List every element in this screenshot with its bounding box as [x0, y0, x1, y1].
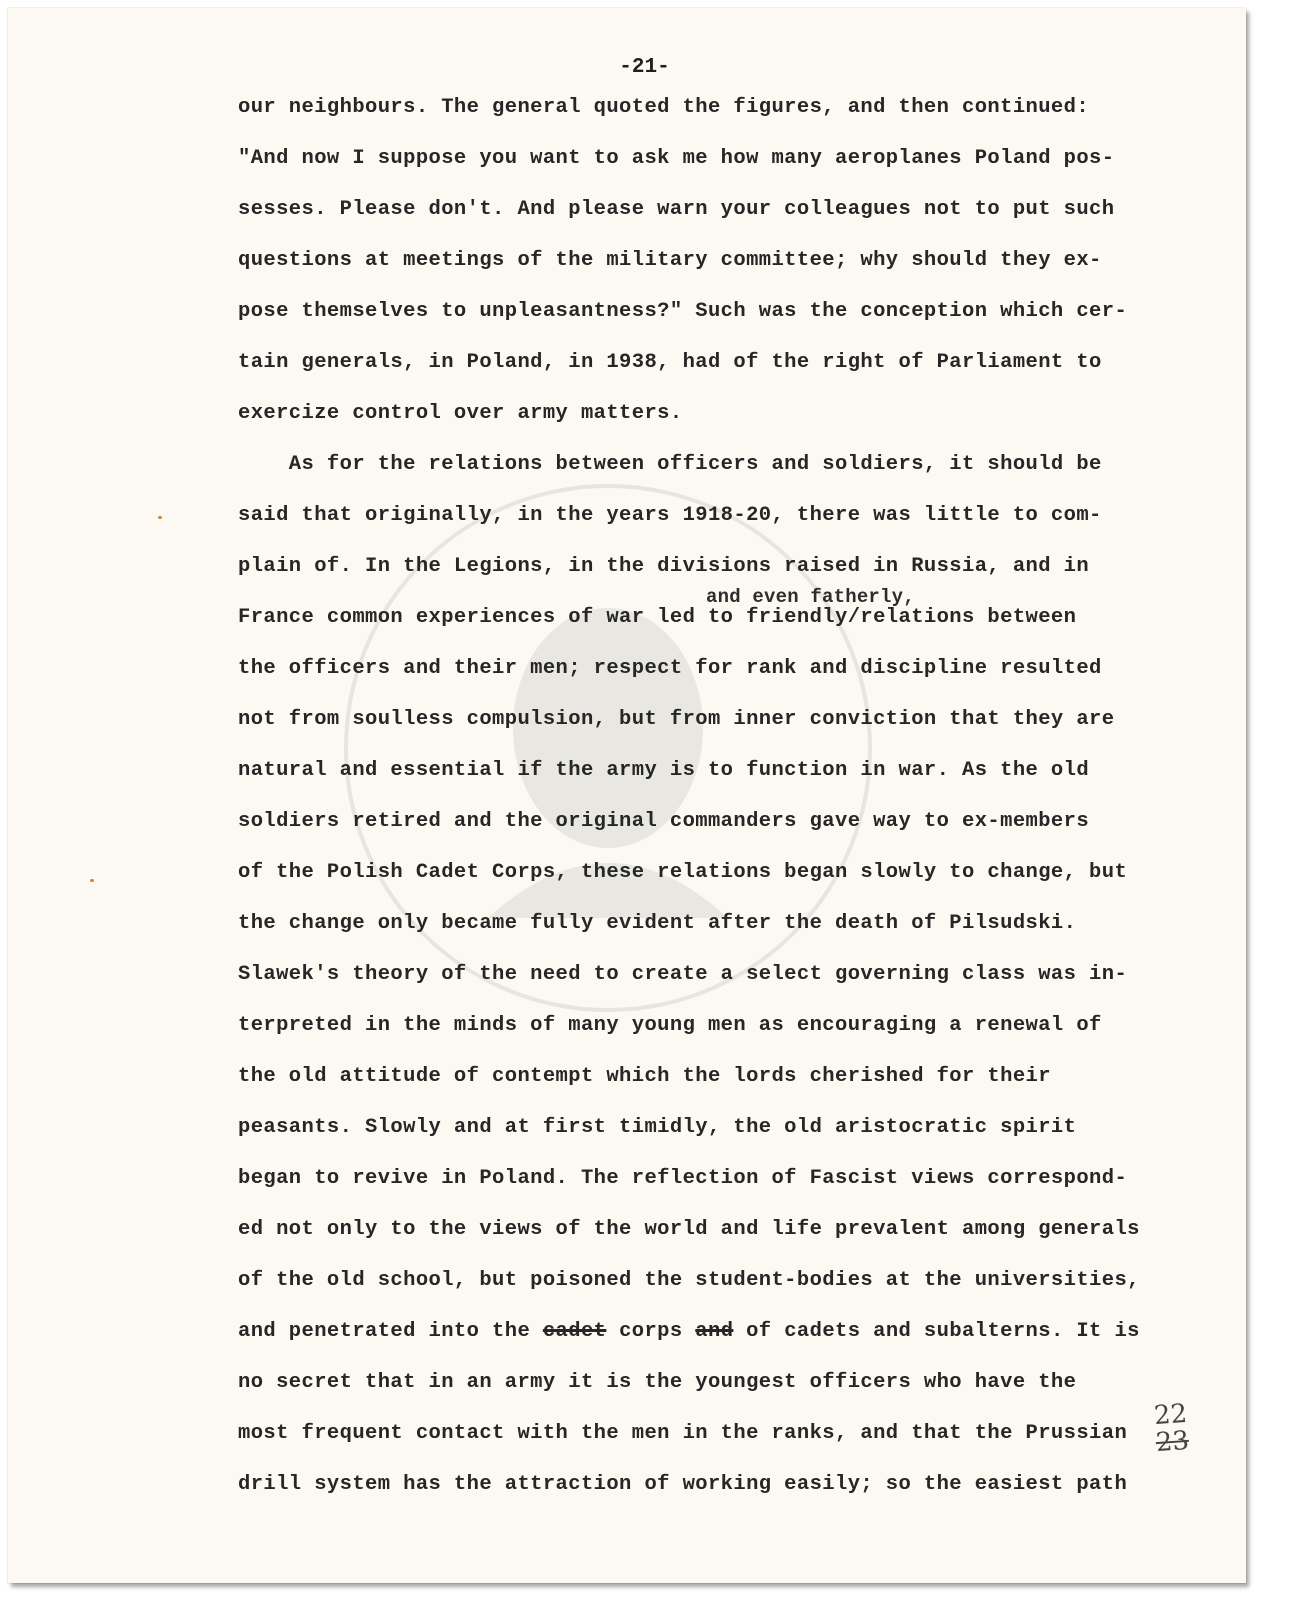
folio-old-struck: 23 — [1154, 1426, 1191, 1459]
text-line: of the old school, but poisoned the student-bodies at the universities, — [238, 1269, 1140, 1292]
folio-current: 22 — [1152, 1398, 1189, 1432]
text-line: the change only became fully evident after the death of Pilsudski. — [238, 912, 1077, 935]
text-line: sesses. Please don't. And please warn your colleagues not to put such — [238, 198, 1115, 221]
text-line: "And now I suppose you want to ask me how many aeroplanes Poland pos- — [238, 147, 1115, 170]
text-line: peasants. Slowly and at first timidly, the old aristocratic spirit — [238, 1116, 1077, 1139]
text-line: exercize control over army matters. — [238, 402, 683, 425]
typescript-body — [238, 82, 1158, 1510]
text-line-with-strikeouts — [238, 1306, 1158, 1357]
text-line-with-insertion — [238, 586, 1158, 643]
text-line: most frequent contact with the men in the ranks, and that the Prussian — [238, 1422, 1128, 1445]
text-segment: and penetrated into the — [238, 1320, 543, 1343]
interlinear-insertion: and even fatherly, — [706, 586, 915, 608]
text-line: began to revive in Poland. The reflection of Fascist views correspond- — [238, 1167, 1128, 1190]
text-segment: corps — [606, 1320, 696, 1343]
text-line: As for the relations between officers and soldiers, it should be — [238, 453, 1102, 476]
paper-speck — [158, 516, 162, 519]
struck-out-word: and — [695, 1320, 734, 1343]
text-line: soldiers retired and the original commanders gave way to ex-members — [238, 810, 1090, 833]
struck-out-word: cadet — [542, 1320, 607, 1343]
text-line: questions at meetings of the military committee; why should they ex- — [238, 249, 1102, 272]
text-line: not from soulless compulsion, but from inner conviction that they are — [238, 708, 1115, 731]
text-line: drill system has the attraction of working easily; so the easiest path — [238, 1473, 1128, 1496]
page-number: -21- — [619, 56, 670, 79]
text-line: no secret that in an army it is the youngest officers who have the — [238, 1371, 1077, 1394]
text-line: plain of. In the Legions, in the divisions raised in Russia, and in — [238, 555, 1090, 578]
text-line: France common experiences of war led to friendly/relations between — [238, 606, 1077, 629]
text-line: natural and essential if the army is to function in war. As the old — [238, 759, 1090, 782]
text-line: tain generals, in Poland, in 1938, had of the right of Parliament to — [238, 351, 1102, 374]
text-line: ed not only to the views of the world and life prevalent among generals — [238, 1218, 1140, 1241]
paper-speck — [90, 879, 94, 882]
text-line: our neighbours. The general quoted the figures, and then continued: — [238, 96, 1090, 119]
text-line: pose themselves to unpleasantness?" Such was the conception which cer- — [238, 300, 1128, 323]
text-line: the old attitude of contempt which the lords cherished for their — [238, 1065, 1051, 1088]
handwritten-folio-number — [1152, 1398, 1191, 1459]
text-segment: of cadets and subalterns. It is — [733, 1320, 1140, 1343]
text-line: said that originally, in the years 1918-20, there was little to com- — [238, 504, 1102, 527]
text-line: of the Polish Cadet Corps, these relations began slowly to change, but — [238, 861, 1128, 884]
text-line: the officers and their men; respect for rank and discipline resulted — [238, 657, 1102, 680]
text-line: Slawek's theory of the need to create a select governing class was in- — [238, 963, 1128, 986]
text-line: terpreted in the minds of many young men as encouraging a renewal of — [238, 1014, 1102, 1037]
